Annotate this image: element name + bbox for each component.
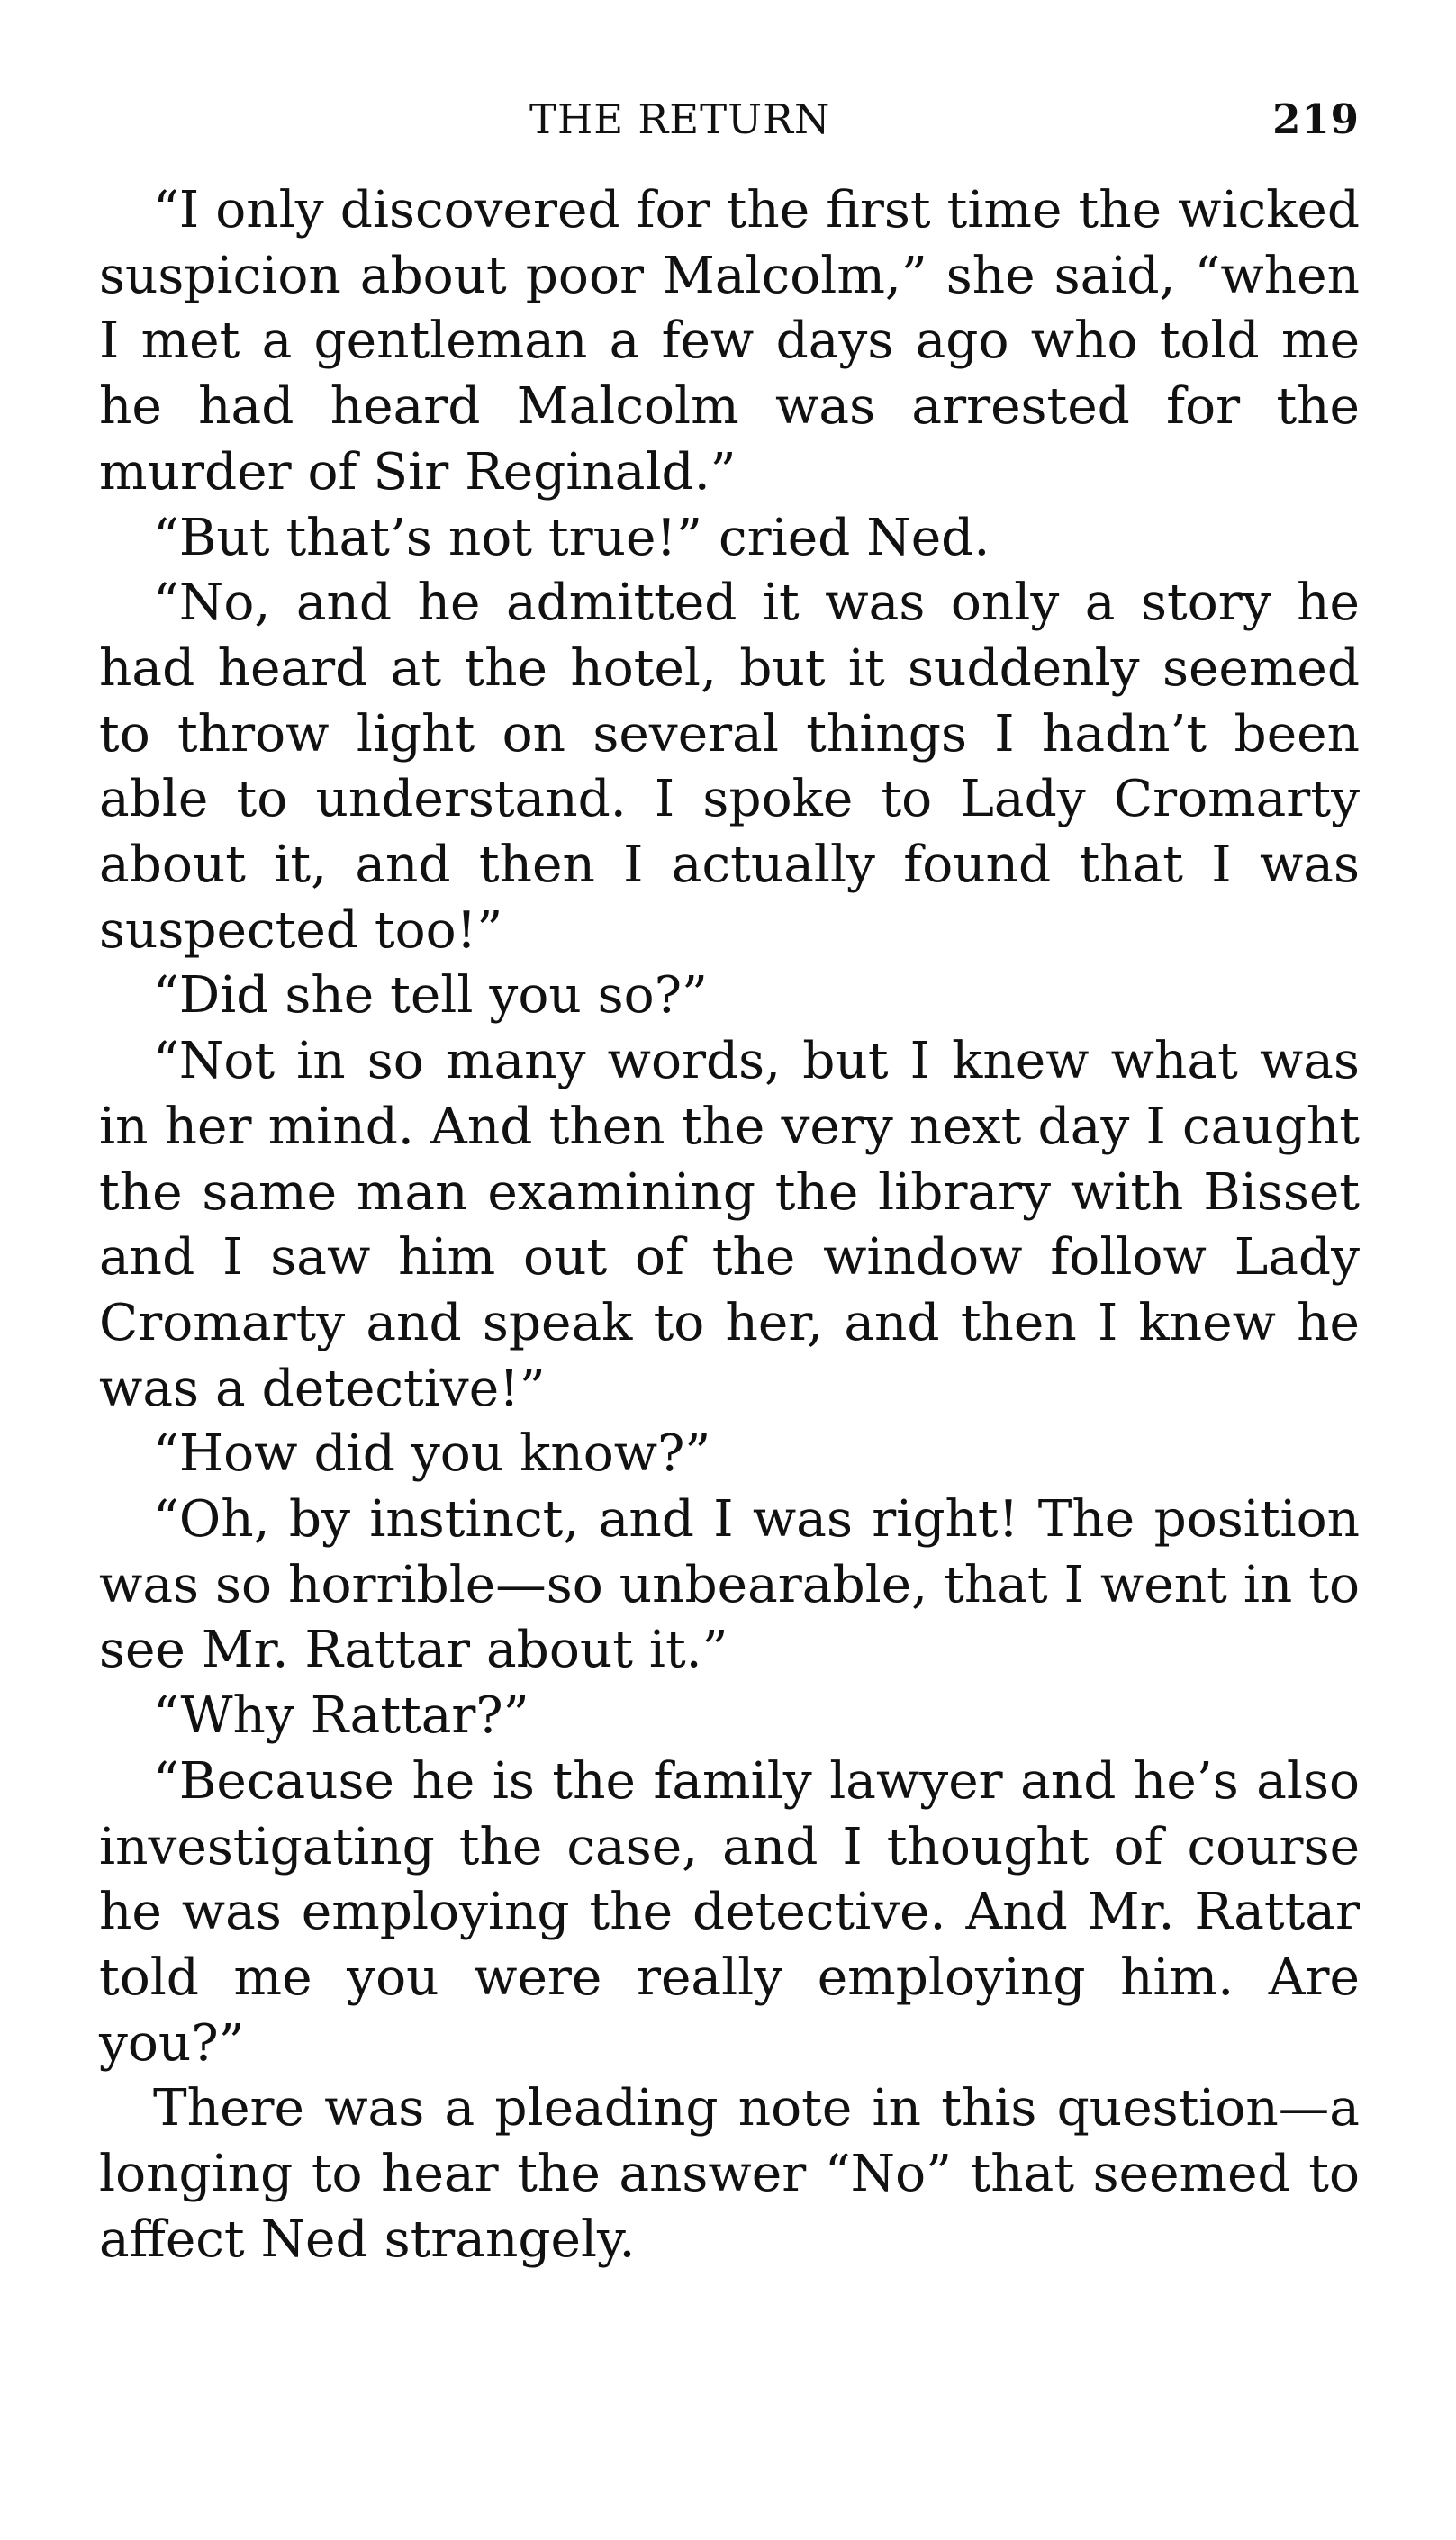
page-number: 219	[1272, 95, 1360, 143]
paragraph: “Why Rattar?”	[153, 1686, 529, 1746]
paragraph: “Not in so many words, but I knew what was in her mind. And then the very next day I caught the same man examining the library with Bisset and I saw him out of the window follow Lady Cromarty and speak to her, and then I knew he was a detective!”	[99, 1032, 1360, 1418]
paragraph: “I only discovered for the first time the wicked suspicion about poor Malcolm,” she said, “when I met a gentleman a few days ago who told me he had heard Malcolm was arrested for the murder of Sir Reginald.”	[99, 181, 1360, 502]
running-title: THE RETURN	[529, 95, 831, 143]
paragraph: “Oh, by instinct, and I was right! The position was so horrible—so unbearable, that I went in to see Mr. Rattar about it.”	[99, 1490, 1360, 1680]
body-text	[99, 178, 1360, 2273]
paragraph: “Did she tell you so?”	[153, 966, 708, 1026]
paragraph: “But that’s not true!” cried Ned.	[153, 508, 990, 567]
paragraph: There was a pleading note in this question—a longing to hear the answer “No” that seemed to affect Ned strangely.	[99, 2079, 1360, 2269]
running-head	[99, 88, 1360, 151]
paragraph: “Because he is the family lawyer and he’s also investigating the case, and I thought of course he was employing the detective. And Mr. Rattar told me you were really employing him. Are you?”	[99, 1751, 1360, 2073]
paragraph: “How did you know?”	[153, 1424, 711, 1484]
paragraph: “No, and he admitted it was only a story he had heard at the hotel, but it suddenly seemed to throw light on several things I hadn’t been able to understand. I spoke to Lady Cromarty about it, and then I actually found that I was suspected too!”	[99, 574, 1360, 960]
